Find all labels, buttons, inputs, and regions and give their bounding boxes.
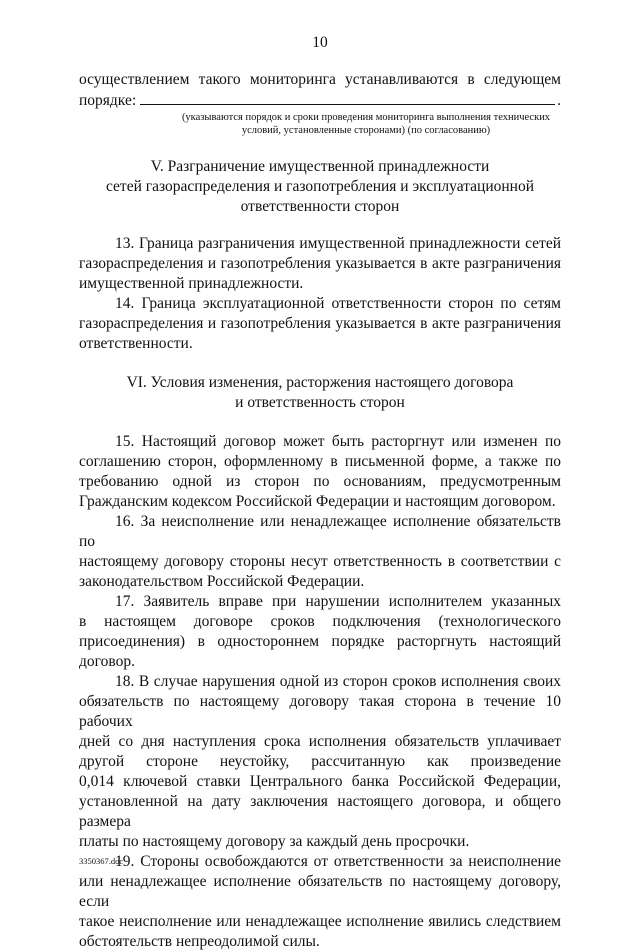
monitoring-line-2-start: порядке: — [79, 92, 137, 109]
clause-17-line: 17. Заявитель вправе при нарушении исполнителем указанных — [115, 593, 561, 610]
section-5-heading — [79, 157, 561, 217]
clause-15-line: 15. Настоящий договор может быть расторгнут или изменен по — [115, 433, 561, 450]
monitoring-hint-line-1: (указываются порядок и сроки проведения мониторинга выполнения технических — [181, 112, 551, 123]
section-5-title-line-1: V. Разграничение имущественной принадлежности — [150, 158, 490, 175]
clause-17-line: в настоящем договоре сроков подключения (технологического — [79, 613, 561, 630]
clause-19-line: или ненадлежащее исполнение обязательств по настоящему договору, если — [79, 873, 561, 910]
clause-13-line: газораспределения и газопотребления указывается в акте разграничения — [79, 255, 561, 272]
clause-19 — [79, 852, 561, 952]
clause-18-line: дней со дня наступления срока исполнения обязательств уплачивает — [79, 733, 561, 750]
clause-18-line: другой стороне неустойку, рассчитанную как произведение — [79, 753, 561, 770]
clause-15-line: соглашению сторон, оформленному в письменной форме, а также по — [79, 453, 561, 470]
clause-13 — [79, 234, 561, 294]
clause-16-line: настоящему договору стороны несут ответственность в соответствии с — [79, 553, 561, 570]
document-body — [79, 70, 561, 952]
clause-16 — [79, 512, 561, 592]
clause-18-line: платы по настоящему договору за каждый день просрочки. — [79, 833, 470, 850]
section-6-heading — [79, 373, 561, 413]
clause-19-line: 19. Стороны освобождаются от ответственности за неисполнение — [115, 853, 561, 870]
section-5-title-line-2: сетей газораспределения и газопотребления и эксплуатационной — [105, 178, 535, 195]
clause-18-line: 0,014 ключевой ставки Центрального банка Российской Федерации, — [79, 773, 561, 790]
clause-17 — [79, 592, 561, 672]
monitoring-hint-line-2: условий, установленные сторонами) (по согласованию) — [241, 125, 491, 136]
clause-15 — [79, 432, 561, 512]
document-footer-filename: 3350367.doc — [79, 856, 124, 866]
monitoring-hint — [175, 111, 557, 137]
monitoring-line-2-end: . — [557, 92, 561, 109]
clause-14 — [79, 294, 561, 354]
clause-16-line: законодательством Российской Федерации. — [79, 573, 365, 590]
clause-17-line: присоединения) в одностороннем порядке расторгнуть настоящий договор. — [79, 633, 561, 670]
clause-18-line: 18. В случае нарушения одной из сторон сроков исполнения своих — [115, 673, 561, 690]
monitoring-line-1: осуществлением такого мониторинга устанавливаются в следующем — [79, 71, 561, 88]
monitoring-fill-line — [79, 90, 561, 111]
clause-19-line: такое неисполнение или ненадлежащее исполнение явились следствием — [79, 913, 561, 930]
clause-18-line: обязательств по настоящему договору такая сторона в течение 10 рабочих — [79, 693, 561, 730]
clause-13-line: имущественной принадлежности. — [79, 275, 304, 292]
clause-18-line: установленной на дату заключения настоящего договора, и общего размера — [79, 793, 561, 830]
clause-14-line: 14. Граница эксплуатационной ответственности сторон по сетям — [115, 295, 561, 312]
clause-15-line: Гражданским кодексом Российской Федерации и настоящим договором. — [79, 493, 556, 510]
clause-14-line: газораспределения и газопотребления указывается в акте разграничения — [79, 315, 561, 332]
clause-19-line: обстоятельств непреодолимой силы. — [79, 933, 320, 950]
clause-18 — [79, 672, 561, 852]
clause-15-line: требованию одной из сторон по основаниям, предусмотренным — [79, 473, 561, 490]
clause-16-line: 16. За неисполнение или ненадлежащее исполнение обязательств по — [79, 513, 561, 550]
page-number: 10 — [312, 34, 328, 51]
section-6-body — [79, 432, 561, 952]
section-6-title-line-1: VI. Условия изменения, расторжения настоящего договора — [126, 374, 514, 391]
monitoring-blank-field — [140, 90, 555, 105]
clause-13-line: 13. Граница разграничения имущественной принадлежности сетей — [115, 235, 561, 252]
clause-14-line: ответственности. — [79, 335, 193, 352]
section-5-body — [79, 234, 561, 354]
section-6-title-line-2: и ответственность сторон — [235, 394, 405, 411]
section-5-title-line-3: ответственности сторон — [240, 198, 400, 215]
